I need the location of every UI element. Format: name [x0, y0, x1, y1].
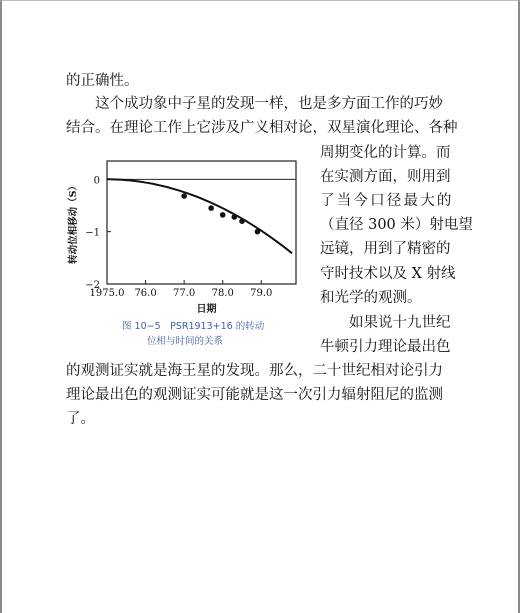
- y-tick-label: 0: [93, 175, 100, 187]
- data-point: [220, 212, 226, 218]
- text-line: 结合。在理论工作上它涉及广义相对论，双星演化理论、各种: [66, 120, 458, 136]
- y-tick-label: −1: [85, 227, 100, 239]
- text-line: 的正确性。: [66, 73, 139, 89]
- x-tick-label: 79.0: [250, 288, 273, 299]
- text-line: 周期变化的计算。而: [320, 145, 451, 161]
- x-tick-label: 1975.0: [89, 288, 125, 299]
- text-line: 守时技术以及 X 射线: [320, 266, 456, 282]
- text-line: 了当今口径最大的: [320, 193, 454, 209]
- y-tick-label: −2: [85, 280, 100, 291]
- figure-caption-line1: 图 10−5 PSR1913+16 的转动: [122, 321, 265, 332]
- figure-caption-line2: 位相与时间的关系: [147, 336, 224, 347]
- text-line: 了。: [66, 411, 95, 427]
- text-line: 和光学的观测。: [320, 290, 422, 306]
- text-line: （直径 300 米）射电望: [320, 217, 473, 233]
- text-line: 理论最出色的观测证实可能就是这一次引力辐射阻尼的监测: [66, 387, 443, 403]
- text-line: 远镜，用到了精密的: [320, 241, 451, 257]
- fit-curve: [107, 179, 292, 253]
- data-point: [255, 229, 261, 235]
- x-tick-label: 77.0: [173, 288, 196, 299]
- figure-chart: [66, 155, 306, 315]
- x-axis-label: 日期: [196, 304, 217, 315]
- y-axis-label: 转动位相移动（S）: [68, 181, 79, 264]
- text-line: 的观测证实就是海王星的发现。那么，二十世纪相对论引力: [66, 363, 443, 379]
- text-line: 如果说十九世纪: [349, 315, 451, 331]
- data-point: [181, 193, 187, 199]
- text-line: 牛顿引力理论最出色: [320, 339, 451, 355]
- data-point: [231, 214, 237, 220]
- data-point: [239, 218, 245, 224]
- x-tick-label: 78.0: [211, 288, 234, 299]
- data-point: [208, 205, 214, 211]
- text-line: 在实测方面，则用到: [320, 169, 451, 185]
- text-line: 这个成功象中子星的发现一样，也是多方面工作的巧妙: [95, 96, 443, 112]
- x-tick-label: 76.0: [134, 288, 157, 299]
